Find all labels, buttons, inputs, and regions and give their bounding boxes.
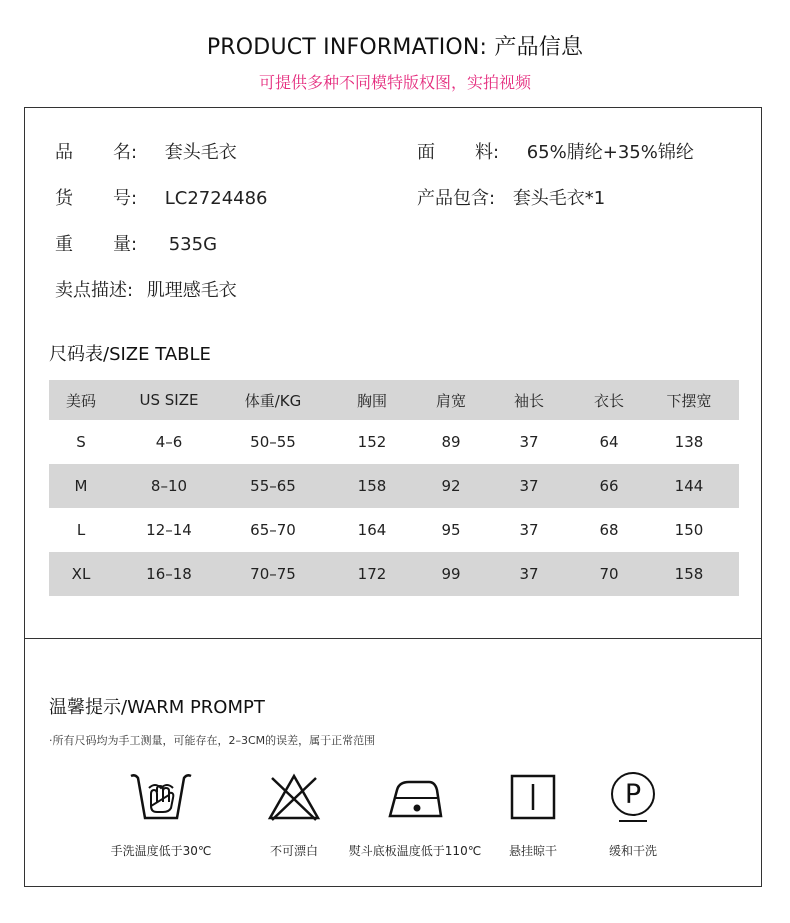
size-table-header-cell: 肩宽 bbox=[435, 391, 466, 410]
size-table-header-cell: 美码 bbox=[65, 391, 96, 410]
info-contents-row bbox=[417, 184, 605, 210]
size-table-cell: 55–65 bbox=[250, 477, 296, 495]
info-material-label bbox=[417, 138, 503, 164]
info-contents-value: 套头毛衣*1 bbox=[512, 188, 606, 209]
hand-wash-icon bbox=[129, 772, 193, 824]
page-title: PRODUCT INFORMATION: 产品信息 bbox=[206, 35, 584, 60]
no-bleach-icon bbox=[266, 772, 322, 824]
size-table-cell: 37 bbox=[519, 477, 539, 495]
info-weight-label-char2: 量: bbox=[113, 234, 138, 255]
info-weight-row bbox=[55, 230, 217, 256]
product-info-frame bbox=[24, 107, 762, 887]
size-table-cell: 150 bbox=[674, 521, 704, 539]
info-contents-label: 产品包含: bbox=[417, 188, 496, 209]
info-name-value: 套头毛衣 bbox=[164, 142, 237, 163]
size-table-cell: 144 bbox=[674, 477, 704, 495]
info-name-label bbox=[55, 138, 141, 164]
info-name-row bbox=[55, 138, 237, 164]
info-weight-value: 535G bbox=[168, 234, 218, 255]
dry-clean-p-letter: P bbox=[624, 778, 642, 810]
dry-clean-label: 缓和干洗 bbox=[608, 844, 657, 858]
size-table-cell: 152 bbox=[357, 433, 387, 451]
size-table-cell: 158 bbox=[674, 565, 704, 583]
dry-clean-underline bbox=[619, 820, 647, 822]
info-sku-value: LC2724486 bbox=[164, 188, 268, 209]
size-table-cell: 16–18 bbox=[146, 565, 192, 583]
info-selling-label: 卖点描述: bbox=[55, 280, 134, 301]
info-material-row bbox=[417, 138, 694, 164]
size-table-cell: M bbox=[74, 477, 88, 495]
size-table-cell: 4–6 bbox=[155, 433, 183, 451]
size-table-cell: 8–10 bbox=[150, 477, 188, 495]
measurement-note: ·所有尺码均为手工测量，可能存在，2–3CM的误差，属于正常范围 bbox=[49, 734, 376, 747]
size-table-row bbox=[49, 420, 739, 464]
iron-low-icon bbox=[387, 772, 443, 824]
size-table-cell: 37 bbox=[519, 565, 539, 583]
info-name-label-char1: 品 bbox=[55, 142, 73, 163]
no-bleach-label: 不可漂白 bbox=[269, 844, 318, 858]
size-table-cell: 99 bbox=[441, 565, 461, 583]
size-table-cell: XL bbox=[71, 565, 91, 583]
size-table-cell: S bbox=[76, 433, 86, 451]
size-table-cell: 70 bbox=[599, 565, 619, 583]
size-table-cell: 68 bbox=[599, 521, 619, 539]
info-selling-value: 肌理感毛衣 bbox=[146, 280, 237, 301]
info-sku-label-char1: 货 bbox=[55, 188, 73, 209]
size-table bbox=[49, 380, 739, 596]
info-sku-row bbox=[55, 184, 268, 210]
size-table-cell: 89 bbox=[441, 433, 461, 451]
size-table-cell: 164 bbox=[357, 521, 387, 539]
info-material-label-char1: 面 bbox=[417, 142, 435, 163]
hand-wash-label: 手洗温度低于30℃ bbox=[110, 844, 212, 858]
size-table-cell: 95 bbox=[441, 521, 461, 539]
size-table-cell: 92 bbox=[441, 477, 461, 495]
page-subtitle: 可提供多种不同模特版权图，实拍视频 bbox=[258, 73, 531, 92]
info-sku-label-char2: 号: bbox=[113, 188, 138, 209]
line-dry-icon bbox=[510, 772, 556, 820]
size-table-cell: 158 bbox=[357, 477, 387, 495]
size-table-cell: 138 bbox=[674, 433, 704, 451]
size-table-cell: L bbox=[76, 521, 86, 539]
size-table-cell: 37 bbox=[519, 521, 539, 539]
section-divider bbox=[25, 638, 761, 639]
size-table-cell: 37 bbox=[519, 433, 539, 451]
info-name-label-char2: 名: bbox=[113, 142, 138, 163]
size-table-body bbox=[49, 420, 739, 596]
line-dry-label: 悬挂晾干 bbox=[508, 844, 557, 858]
size-table-row bbox=[49, 508, 739, 552]
dry-clean-p-icon bbox=[611, 772, 655, 816]
size-table-header-cell: 下摆宽 bbox=[666, 391, 712, 410]
info-selling-row bbox=[55, 276, 237, 302]
size-table-cell: 172 bbox=[357, 565, 387, 583]
size-table-header-cell: 体重/KG bbox=[244, 391, 302, 410]
size-table-cell: 50–55 bbox=[250, 433, 296, 451]
info-material-value: 65%腈纶+35%锦纶 bbox=[526, 142, 694, 163]
size-table-header-row bbox=[49, 380, 739, 420]
size-table-cell: 12–14 bbox=[146, 521, 192, 539]
info-weight-label bbox=[55, 230, 141, 256]
size-table-row bbox=[49, 552, 739, 596]
size-table-title: 尺码表/SIZE TABLE bbox=[49, 344, 211, 365]
info-material-label-char2: 料: bbox=[475, 142, 500, 163]
warm-prompt-title: 温馨提示/WARM PROMPT bbox=[49, 697, 265, 718]
size-table-header-cell: US SIZE bbox=[139, 391, 199, 409]
size-table-cell: 70–75 bbox=[250, 565, 296, 583]
info-weight-label-char1: 重 bbox=[55, 234, 73, 255]
iron-low-label: 熨斗底板温度低于110℃ bbox=[348, 844, 482, 858]
size-table-header-cell: 衣长 bbox=[593, 391, 624, 410]
size-table-cell: 66 bbox=[599, 477, 619, 495]
size-table-header-cell: 胸围 bbox=[356, 391, 387, 410]
size-table-cell: 65–70 bbox=[250, 521, 296, 539]
size-table-header-cell: 袖长 bbox=[513, 391, 544, 410]
size-table-cell: 64 bbox=[599, 433, 619, 451]
size-table-row bbox=[49, 464, 739, 508]
info-sku-label bbox=[55, 184, 141, 210]
